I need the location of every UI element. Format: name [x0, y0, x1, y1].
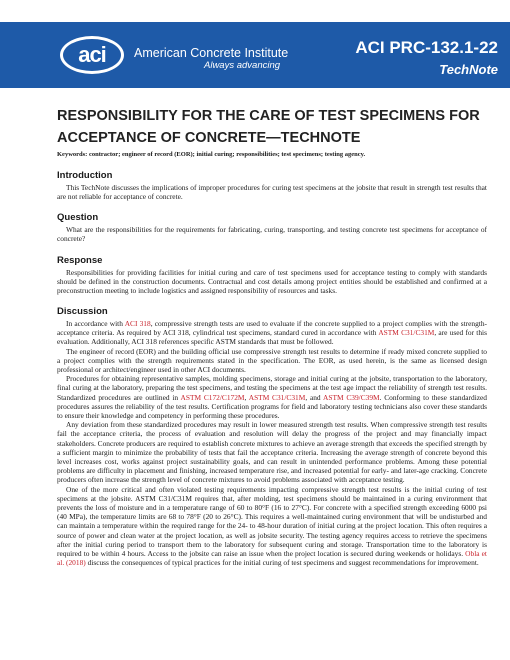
- reference-link-astm-c31-second[interactable]: ASTM C31/C31M: [248, 392, 306, 402]
- introduction-heading: Introduction: [57, 170, 113, 181]
- document-number: ACI PRC-132.1-22: [355, 38, 498, 57]
- page-title: RESPONSIBILITY FOR THE CARE OF TEST SPECIMENS FOR ACCEPTANCE OF CONCRETE—TECHNOTE: [57, 108, 480, 146]
- reference-link-aci-318[interactable]: ACI 318: [124, 319, 151, 328]
- discussion-paragraph-1: In accordance with ACI 318, compressive strength tests are used to evaluate if the concrete supplied to a project complies with the strength-acceptance criteria. As required by ACI 318, cylindrical test specimens, standard cured in accordance with ASTM C31/C31M, are used for this evaluation. Additionally, ACI 318 references specific ASTM standards that must be followed.: [57, 319, 487, 347]
- discussion-section: [57, 306, 487, 567]
- reference-link-astm-c31[interactable]: ASTM C31/C31M: [378, 328, 435, 338]
- document-type: TechNote: [439, 62, 498, 77]
- response-text: Responsibilities for providing facilities for initial curing and care of test specimens used for acceptance testing to comply with standards should be defined in the construction documents. Contractual and cost details among project entities should be established and confirmed at a preconstruction meeting to include logistics and assigned responsibility of resources and tasks.: [57, 268, 487, 296]
- org-name: American Concrete Institute: [134, 46, 289, 60]
- question-text: What are the responsibilities for the requirements for fabricating, curing, transporting, and testing concrete test specimens for acceptance of concrete?: [57, 225, 487, 244]
- introduction-section: [57, 170, 487, 201]
- question-section: [57, 212, 487, 243]
- tagline: Always advancing: [204, 60, 281, 71]
- discussion-heading: Discussion: [57, 306, 108, 317]
- reference-link-obla-2018[interactable]: Obla et al. (2018): [57, 549, 487, 568]
- response-heading: Response: [57, 255, 103, 266]
- reference-link-astm-c39[interactable]: ASTM C39/C39M: [323, 392, 380, 402]
- keywords: Keywords: contractor; engineer of record (EOR); initial curing; responsibilities; test specimens; testing agency.: [57, 151, 366, 158]
- introduction-text: This TechNote discusses the implications of improper procedures for curing test specimens at the jobsite that result in strength test results that are not reliable for acceptance of concrete.: [57, 183, 487, 202]
- discussion-paragraph-3: Procedures for obtaining representative samples, molding specimens, storage and initial curing at the jobsite, transportation to the laboratory, final curing at the laboratory, preparing the test specimens, and testing the specimens at the test age impact the reliability of strength test results. Standardized procedures are outlined in ASTM C172/C172M, ASTM C31/C31M, and ASTM C39/C39M. Conforming to these standardized procedures assures the reliability of the test results. Certification programs for field and laboratory testing technicians also cover these standards to ensure their knowledge and competency in performing these procedures.: [57, 374, 488, 421]
- discussion-paragraph-5: One of the more critical and often violated testing requirements impacting compressive strength test results is the initial curing of test specimens at the jobsite. ASTM C31/C31M requires that, after molding, test specimens should be maintained in a curing environment that prevents the loss of moisture and in a temperature range of 60 to 80°F (16 to 27°C). For concrete with a specified strength exceeding 6000 psi (40 MPa), the temperature limits are 68 to 78°F (20 to 26°C). This requires a well-maintained curing environment that will be undisturbed and can maintain a temperature within the required range for the 24- to 48-hour duration of initial curing at the project location. This often requires a source of power and clean water at the project location, as well as jobsite security. The testing agency requires access to retrieve the specimens after the initial curing period to transport them to the laboratory for subsequent curing and storage. Transportation time to the laboratory is required to be within 4 hours. Access to the jobsite can raise an issue when the project location is secured during weekends or holidays. Obla et al. (2018) discuss the consequences of typical practices for the initial curing of test specimens and suggest recommendations for improvement.: [57, 484, 487, 568]
- aci-logo: aci: [60, 36, 124, 74]
- discussion-paragraph-2: The engineer of record (EOR) and the building official use compressive strength test results to determine if ready mixed concrete supplied to a project complies with the strength requirements stated in the specification. The EOR, as used herein, is the same as licensed design professional or architect/engineer used in other ACI documents.: [57, 346, 487, 375]
- response-section: [57, 255, 487, 296]
- reference-link-astm-c172[interactable]: ASTM C172/C172M: [180, 392, 245, 402]
- question-heading: Question: [57, 212, 99, 223]
- discussion-paragraph-4: Any deviation from these standardized procedures may result in lower measured strength test results. When compressive strength test results fail the acceptance criteria, the process of evaluation and resolution will delay the progress of the project and may financially impact stakeholders. Concrete producers are required to establish concrete mixtures to achieve an average strength that exceeds the specified strength by a sufficient margin to minimize the probability of tests that fail the acceptance criteria. Increasing the average strength of concrete beyond this level increases cost, works against project sustainability goals, and can result in unintended performance problems. Among these potential problems are difficulty in placement and finishing, increased temperature rise, and increased potential for early- and later-age cracking. Concrete producers often increase the strength level of concrete mixtures to avoid problems associated with acceptance testing.: [57, 420, 487, 485]
